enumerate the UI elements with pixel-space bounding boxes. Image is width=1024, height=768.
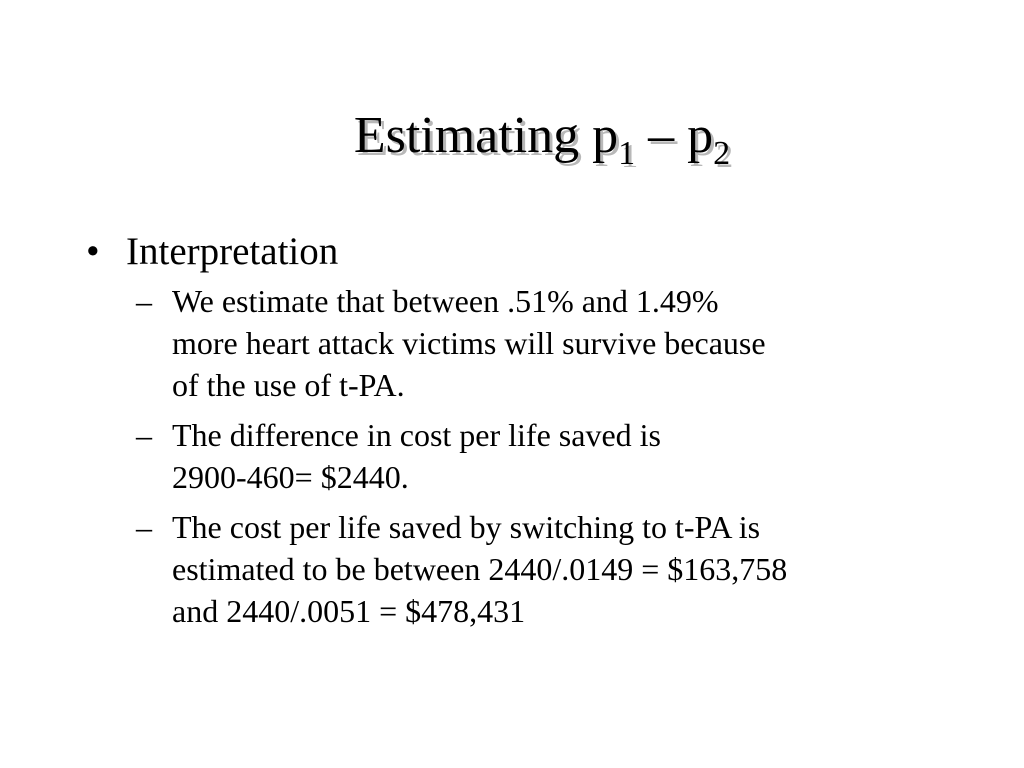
- slide-title: [0, 100, 1024, 172]
- dash-symbol: –: [136, 417, 152, 453]
- text-line: The difference in cost per life saved is: [172, 417, 661, 453]
- sub-bullet-item: [136, 506, 966, 632]
- bullet-item: [86, 228, 966, 276]
- title-middle: – p: [635, 107, 714, 164]
- slide-body: [86, 228, 966, 640]
- bullet-symbol: •: [86, 230, 100, 273]
- text-line: estimated to be between 2440/.0149 = $163,758: [172, 551, 788, 587]
- sub-bullet-list: [136, 280, 966, 632]
- sub-bullet-text: [172, 506, 966, 632]
- dash-symbol: –: [136, 283, 152, 319]
- sub-bullet-item: [136, 414, 966, 498]
- sub-bullet-item: [136, 280, 966, 406]
- text-line: more heart attack victims will survive because: [172, 325, 766, 361]
- sub-bullet-text: [172, 280, 966, 406]
- title-subscript-2: 2: [713, 135, 731, 172]
- text-line: We estimate that between .51% and 1.49%: [172, 283, 719, 319]
- text-line: The cost per life saved by switching to t-PA is: [172, 509, 761, 545]
- dash-symbol: –: [136, 509, 152, 545]
- bullet-text: Interpretation: [126, 230, 339, 273]
- title-subscript-1: 1: [618, 135, 636, 172]
- sub-bullet-text: [172, 414, 966, 498]
- text-line: and 2440/.0051 = $478,431: [172, 593, 526, 629]
- text-line: 2900-460= $2440.: [172, 459, 409, 495]
- title-prefix: Estimating p: [353, 107, 619, 164]
- text-line: of the use of t-PA.: [172, 367, 405, 403]
